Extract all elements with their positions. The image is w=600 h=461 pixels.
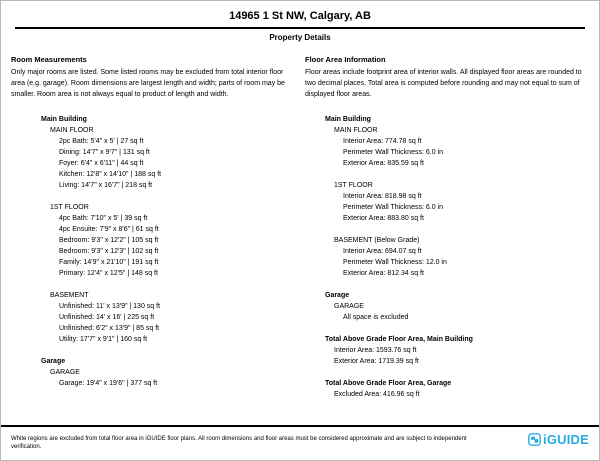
- floor-section: [50, 290, 287, 345]
- header: [1, 1, 599, 42]
- detail-line: Dining: 14'7" x 9'7" | 131 sq ft: [59, 149, 150, 156]
- room-measurements-blocks: [41, 114, 287, 389]
- detail-line: Exterior Area: 1719.39 sq ft: [334, 358, 419, 365]
- floor-label: BASEMENT: [50, 292, 89, 299]
- page-title: 14965 1 St NW, Calgary, AB: [229, 10, 371, 22]
- detail-line: Interior Area: 774.78 sq ft: [343, 138, 422, 145]
- detail-line: Exterior Area: 883.80 sq ft: [343, 215, 424, 222]
- detail-line: Bedroom: 9'3" x 12'3" | 102 sq ft: [59, 248, 159, 255]
- floor-label: 1ST FLOOR: [334, 182, 373, 189]
- floor-section: [50, 367, 287, 389]
- iguide-logo: [528, 432, 589, 447]
- detail-line: Bedroom: 9'3" x 12'2" | 105 sq ft: [59, 237, 159, 244]
- content-block: [325, 114, 587, 279]
- content-block: [325, 290, 587, 323]
- detail-line: Perimeter Wall Thickness: 6.0 in: [343, 149, 443, 156]
- floor-section: [334, 125, 587, 169]
- detail-line: Perimeter Wall Thickness: 6.0 in: [343, 204, 443, 211]
- detail-line: Kitchen: 12'8" x 14'10" | 188 sq ft: [59, 171, 162, 178]
- floor-label: MAIN FLOOR: [50, 127, 94, 134]
- floor-label: GARAGE: [334, 303, 364, 310]
- block-title: Garage: [41, 358, 66, 365]
- floor-label: 1ST FLOOR: [50, 204, 89, 211]
- block-title: Total Above Grade Floor Area, Garage: [325, 380, 452, 387]
- floor-area-blocks: [325, 114, 587, 400]
- detail-line: Unfinished: 6'2" x 13'9" | 85 sq ft: [59, 325, 160, 332]
- floor-label: GARAGE: [50, 369, 80, 376]
- block-title: Main Building: [325, 116, 371, 123]
- content-block: [325, 334, 587, 367]
- floor-area-section: [299, 55, 587, 400]
- floor-label: MAIN FLOOR: [334, 127, 378, 134]
- floor-section: [50, 125, 287, 191]
- totals-lines: [325, 389, 587, 400]
- floor-section: [50, 202, 287, 279]
- footer-disclaimer: White regions are excluded from total floor area in iGUIDE floor plans. All room dimensions and floor areas must be considered approximate and are subject to independent verification.: [11, 436, 467, 450]
- detail-line: Primary: 12'4" x 12'5" | 148 sq ft: [59, 270, 158, 277]
- room-measurements-section: [11, 55, 299, 400]
- floor-label: BASEMENT (Below Grade): [334, 237, 420, 244]
- detail-line: 4pc Bath: 7'10" x 5' | 39 sq ft: [59, 215, 148, 222]
- room-measurements-heading: Room Measurements: [11, 55, 87, 64]
- room-measurements-description: Only major rooms are listed. Some listed rooms may be excluded from total interior floor area (e.g. garage). Room dimensions are largest length and width; parts of room may be smaller. Room area is not always equal to product of length and width.: [11, 69, 285, 98]
- block-title: Main Building: [41, 116, 87, 123]
- detail-line: Perimeter Wall Thickness: 12.0 in: [343, 259, 447, 266]
- floor-section: [334, 180, 587, 224]
- detail-line: 4pc Ensuite: 7'9" x 8'6" | 61 sq ft: [59, 226, 159, 233]
- content-block: [325, 378, 587, 400]
- block-title: Total Above Grade Floor Area, Main Building: [325, 336, 473, 343]
- detail-line: Interior Area: 694.07 sq ft: [343, 248, 422, 255]
- floor-area-description: Floor areas include footprint area of interior walls. All displayed floor areas are rounded to two decimal places. Total area is computed before rounding and may not equal to sum of displayed floor areas.: [305, 69, 582, 98]
- content: [1, 42, 599, 400]
- content-block: [41, 356, 287, 389]
- detail-line: Foyer: 6'4" x 6'11" | 44 sq ft: [59, 160, 144, 167]
- iguide-logo-text: iGUIDE: [543, 432, 589, 447]
- block-title: Garage: [325, 292, 350, 299]
- page-subtitle: Property Details: [269, 33, 331, 42]
- footer: [1, 425, 599, 451]
- floor-section: [334, 235, 587, 279]
- detail-line: Excluded Area: 416.96 sq ft: [334, 391, 420, 398]
- detail-line: All space is excluded: [343, 314, 409, 321]
- detail-line: Exterior Area: 835.59 sq ft: [343, 160, 424, 167]
- content-block: [41, 114, 287, 345]
- detail-line: Living: 14'7" x 16'7" | 218 sq ft: [59, 182, 153, 189]
- detail-line: Utility: 17'7" x 9'1" | 160 sq ft: [59, 336, 148, 343]
- detail-line: Exterior Area: 812.34 sq ft: [343, 270, 424, 277]
- floor-section: [334, 301, 587, 323]
- floor-area-heading: Floor Area Information: [305, 55, 386, 64]
- detail-line: Unfinished: 14' x 16' | 225 sq ft: [59, 314, 155, 321]
- detail-line: Family: 14'9" x 21'10" | 191 sq ft: [59, 259, 159, 266]
- detail-line: 2pc Bath: 5'4" x 5' | 27 sq ft: [59, 138, 144, 145]
- detail-line: Garage: 19'4" x 19'6" | 377 sq ft: [59, 380, 158, 387]
- iguide-logo-icon: [528, 433, 541, 446]
- detail-line: Interior Area: 1593.76 sq ft: [334, 347, 417, 354]
- detail-line: Interior Area: 818.98 sq ft: [343, 193, 422, 200]
- header-divider: [15, 27, 585, 29]
- totals-lines: [325, 345, 587, 367]
- detail-line: Unfinished: 11' x 13'9" | 130 sq ft: [59, 303, 161, 310]
